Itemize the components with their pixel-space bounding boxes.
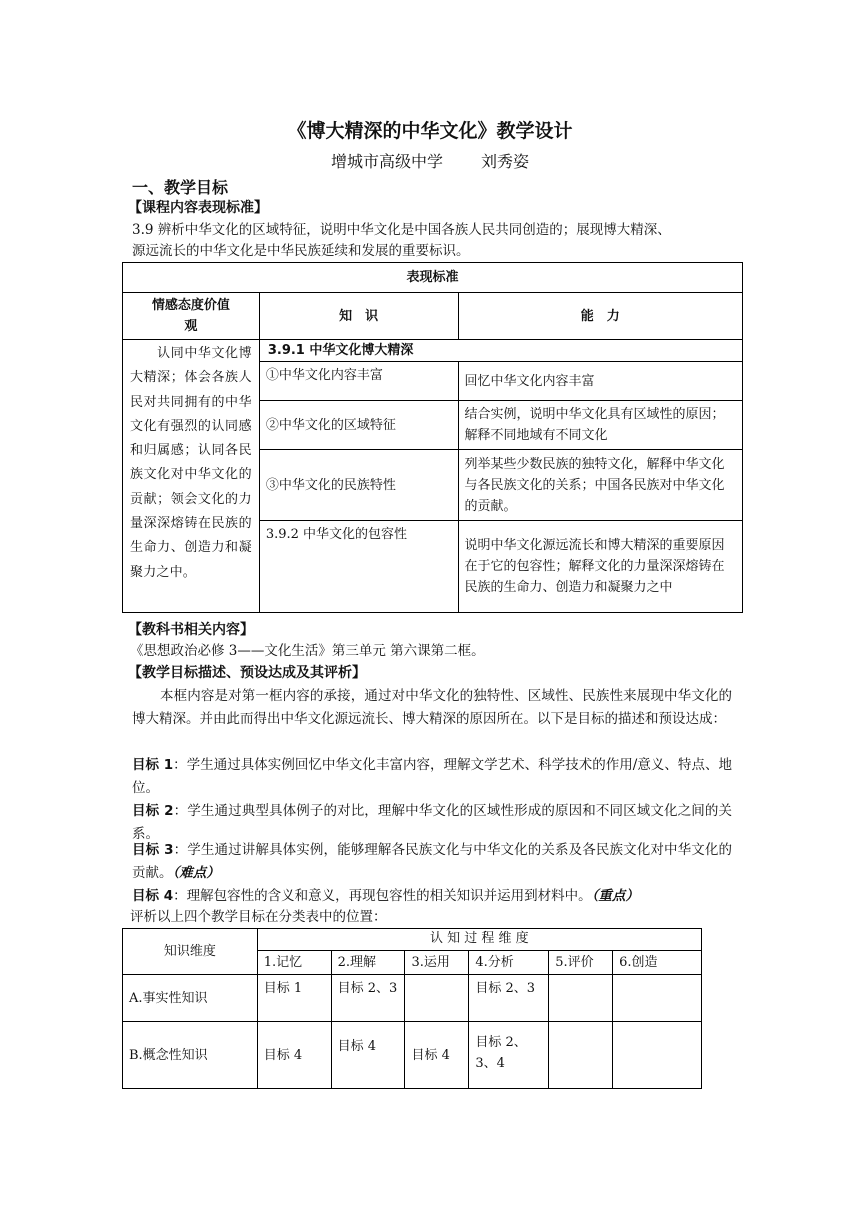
goal-text: ：学生通过讲解具体实例，能够理解各民族文化与中华文化的关系及各民族文化对中华文化的贡献。 bbox=[132, 842, 733, 881]
standard-text-line-1: 3.9 辨析中华文化的区域特征，说明中华文化是中国各族人民共同创造的；展现博大精深、 bbox=[132, 222, 671, 238]
key-point-tag: （重点） bbox=[591, 888, 639, 904]
table-cell: 目标 4 bbox=[331, 1022, 405, 1089]
textbook-reference: 《思想政治必修 3——文化生活》第三单元 第六课第二框。 bbox=[130, 643, 485, 659]
table-row bbox=[123, 975, 702, 1022]
standards-table bbox=[122, 262, 743, 613]
goal-text: ：理解包容性的含义和意义，再现包容性的相关知识并运用到材料中。 bbox=[173, 888, 592, 904]
sub-heading-cell: 3.9.1 中华文化博大精深 bbox=[259, 340, 742, 362]
column-header-knowledge: 知 识 bbox=[259, 293, 458, 340]
level-header: 5.评价 bbox=[549, 951, 613, 975]
ability-cell: 说明中华文化源远流长和博大精深的重要原因在于它的包容性；解释文化的力量深深熔铸在民族的生命力、创造力和凝聚力之中 bbox=[458, 521, 742, 613]
row-label: B.概念性知识 bbox=[123, 1022, 258, 1089]
level-header: 3.运用 bbox=[405, 951, 469, 975]
table-cell: 目标 2、3、4 bbox=[469, 1022, 549, 1089]
knowledge-cell: ③中华文化的民族特性 bbox=[259, 450, 458, 521]
level-header: 2.理解 bbox=[331, 951, 405, 975]
subsection-heading: 【教科书相关内容】 bbox=[128, 622, 254, 638]
intro-paragraph: 本框内容是对第一框内容的承接，通过对中华文化的独特性、区域性、民族性来展现中华文化的博大精深。并由此而得出中华文化源远流长、博大精深的原因所在。以下是目标的描述和预设达成： bbox=[132, 688, 732, 727]
row-label: A.事实性知识 bbox=[123, 975, 258, 1022]
table-cell: 目标 1 bbox=[257, 975, 331, 1022]
table-cell: 目标 2、3 bbox=[331, 975, 405, 1022]
column-header-emotion: 情感态度价值观 bbox=[123, 293, 260, 340]
taxonomy-table bbox=[122, 928, 702, 1089]
school-name: 增城市高级中学 bbox=[330, 152, 443, 171]
table-caption: 表现标准 bbox=[123, 263, 743, 293]
subsection-heading: 【教学目标描述、预设达成及其评析】 bbox=[128, 665, 366, 681]
emotion-cell: 认同中华文化博大精深；体会各族人民对共同拥有的中华文化有强烈的认同感和归属感；认同各民族文化对中华文化的贡献；领会文化的力量深深熔铸在民族的生命力、创造力和凝聚力之中。 bbox=[123, 340, 260, 613]
goal-label: 目标 2 bbox=[132, 803, 174, 819]
ability-cell: 回忆中华文化内容丰富 bbox=[458, 362, 742, 401]
ability-cell: 结合实例，说明中华文化具有区域性的原因；解释不同地域有不同文化 bbox=[458, 401, 742, 450]
dimension-header: 知识维度 bbox=[123, 929, 258, 975]
goal-item bbox=[132, 839, 732, 885]
knowledge-cell: 3.9.2 中华文化的包容性 bbox=[259, 521, 458, 613]
goal-item bbox=[132, 754, 732, 800]
knowledge-cell: ①中华文化内容丰富 bbox=[259, 362, 458, 401]
table-cell bbox=[613, 975, 702, 1022]
level-header: 4.分析 bbox=[469, 951, 549, 975]
level-header: 1.记忆 bbox=[257, 951, 331, 975]
standard-text-line-2: 源远流长的中华文化是中华民族延续和发展的重要标识。 bbox=[132, 243, 470, 259]
table-cell: 目标 2、3 bbox=[469, 975, 549, 1022]
goal-item bbox=[132, 885, 732, 908]
section-heading: 一、教学目标 bbox=[132, 178, 229, 197]
subsection-heading: 【课程内容表现标准】 bbox=[128, 200, 268, 216]
ability-cell: 列举某些少数民族的独特文化，解释中华文化与各民族文化的关系；中国各民族对中华文化的贡献。 bbox=[458, 450, 742, 521]
author-name: 刘秀姿 bbox=[481, 152, 530, 171]
evaluation-intro: 评析以上四个教学目标在分类表中的位置： bbox=[130, 909, 387, 925]
level-header: 6.创造 bbox=[613, 951, 702, 975]
goal-text: ：学生通过典型具体例子的对比，理解中华文化的区域性形成的原因和不同区域文化之间的关系。 bbox=[132, 803, 733, 842]
table-cell bbox=[405, 975, 469, 1022]
goal-label: 目标 3 bbox=[132, 842, 174, 858]
difficulty-tag: （难点） bbox=[172, 865, 220, 881]
author-line bbox=[0, 149, 860, 172]
table-cell: 目标 4 bbox=[405, 1022, 469, 1089]
goal-label: 目标 4 bbox=[132, 888, 174, 904]
table-cell bbox=[549, 975, 613, 1022]
table-cell: 目标 4 bbox=[257, 1022, 331, 1089]
table-row bbox=[123, 1022, 702, 1089]
process-header: 认 知 过 程 维 度 bbox=[257, 929, 701, 951]
knowledge-cell: ②中华文化的区域特征 bbox=[259, 401, 458, 450]
table-cell bbox=[549, 1022, 613, 1089]
document-title: 《博大精深的中华文化》教学设计 bbox=[287, 120, 573, 142]
goal-label: 目标 1 bbox=[132, 757, 174, 773]
goal-text: ：学生通过具体实例回忆中华文化丰富内容，理解文学艺术、科学技术的作用/意义、特点、地位。 bbox=[132, 757, 732, 796]
table-cell bbox=[613, 1022, 702, 1089]
column-header-ability: 能 力 bbox=[458, 293, 742, 340]
